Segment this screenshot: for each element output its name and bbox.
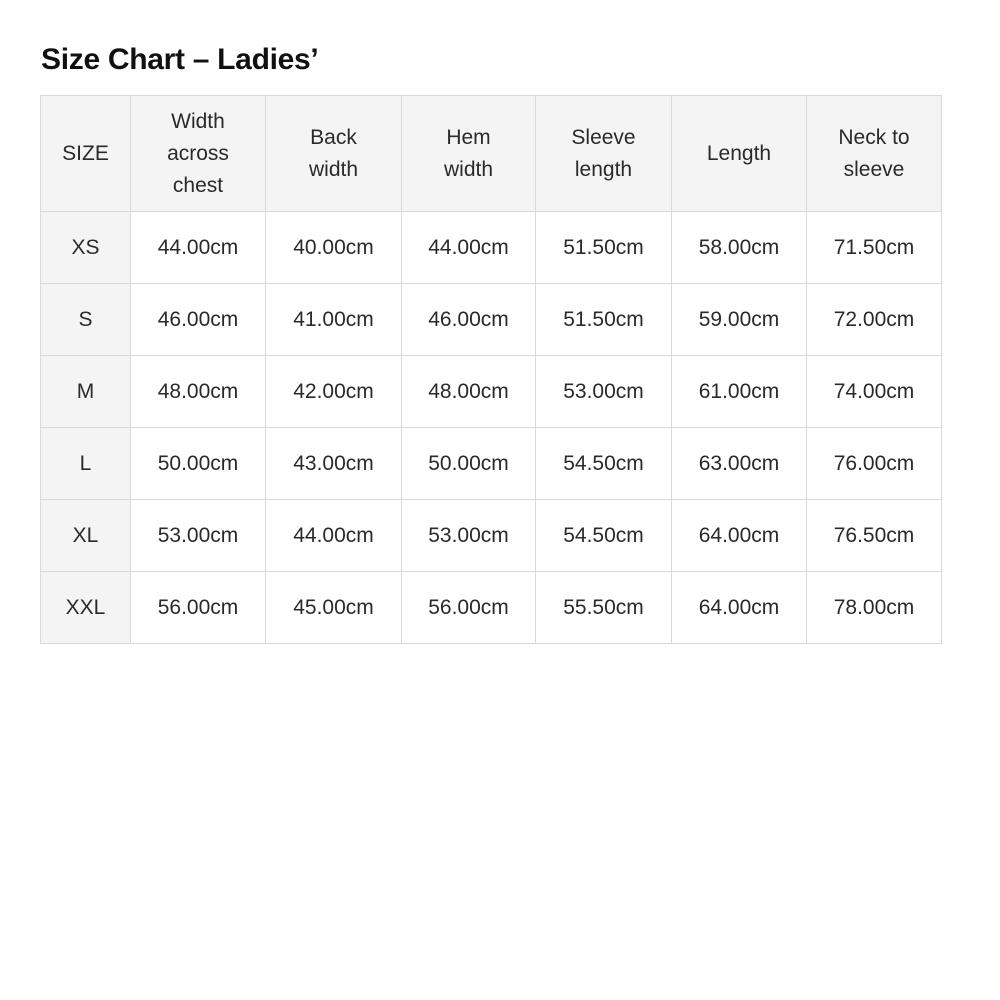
measurement-cell: 44.00cm (266, 500, 402, 572)
size-cell: L (41, 428, 131, 500)
measurement-cell: 51.50cm (536, 284, 672, 356)
measurement-cell: 46.00cm (131, 284, 266, 356)
header-label: SIZE (62, 141, 109, 165)
page-title: Size Chart – Ladies’ (41, 43, 319, 76)
size-cell: XL (41, 500, 131, 572)
size-cell: S (41, 284, 131, 356)
header-label: Width across chest (167, 109, 229, 197)
header-cell-back-width (266, 96, 402, 212)
header-row (41, 96, 942, 212)
measurement-cell: 54.50cm (536, 500, 672, 572)
measurement-cell: 76.50cm (807, 500, 942, 572)
measurement-cell: 40.00cm (266, 212, 402, 284)
header-label: Length (706, 141, 772, 165)
measurement-cell: 59.00cm (672, 284, 807, 356)
measurement-cell: 56.00cm (402, 572, 536, 644)
measurement-cell: 50.00cm (402, 428, 536, 500)
measurement-cell: 76.00cm (807, 428, 942, 500)
header-label: Back width (308, 125, 359, 181)
header-label: Sleeve length (571, 125, 636, 181)
table-row (41, 572, 942, 644)
measurement-cell: 53.00cm (536, 356, 672, 428)
measurement-cell: 46.00cm (402, 284, 536, 356)
measurement-cell: 64.00cm (672, 572, 807, 644)
measurement-cell: 51.50cm (536, 212, 672, 284)
measurement-cell: 48.00cm (402, 356, 536, 428)
header-cell-sleeve-length (536, 96, 672, 212)
table-header (41, 96, 942, 212)
measurement-cell: 50.00cm (131, 428, 266, 500)
measurement-cell: 56.00cm (131, 572, 266, 644)
header-cell-width-across-chest (131, 96, 266, 212)
measurement-cell: 43.00cm (266, 428, 402, 500)
header-cell-neck-to-sleeve (807, 96, 942, 212)
measurement-cell: 41.00cm (266, 284, 402, 356)
measurement-cell: 45.00cm (266, 572, 402, 644)
header-cell-length (672, 96, 807, 212)
table-row (41, 212, 942, 284)
table-row (41, 500, 942, 572)
measurement-cell: 54.50cm (536, 428, 672, 500)
header-cell-size (41, 96, 131, 212)
measurement-cell: 53.00cm (402, 500, 536, 572)
size-cell: XS (41, 212, 131, 284)
measurement-cell: 44.00cm (131, 212, 266, 284)
measurement-cell: 53.00cm (131, 500, 266, 572)
size-cell: XXL (41, 572, 131, 644)
measurement-cell: 42.00cm (266, 356, 402, 428)
table-row (41, 356, 942, 428)
measurement-cell: 44.00cm (402, 212, 536, 284)
measurement-cell: 64.00cm (672, 500, 807, 572)
size-cell: M (41, 356, 131, 428)
measurement-cell: 63.00cm (672, 428, 807, 500)
measurement-cell: 58.00cm (672, 212, 807, 284)
header-label: Hem width (443, 125, 494, 181)
measurement-cell: 78.00cm (807, 572, 942, 644)
size-chart-table (40, 95, 942, 644)
measurement-cell: 61.00cm (672, 356, 807, 428)
header-cell-hem-width (402, 96, 536, 212)
table-row (41, 284, 942, 356)
measurement-cell: 71.50cm (807, 212, 942, 284)
table-row (41, 428, 942, 500)
measurement-cell: 55.50cm (536, 572, 672, 644)
measurement-cell: 72.00cm (807, 284, 942, 356)
table-body (41, 212, 942, 644)
measurement-cell: 74.00cm (807, 356, 942, 428)
measurement-cell: 48.00cm (131, 356, 266, 428)
header-label: Neck to sleeve (838, 125, 910, 181)
